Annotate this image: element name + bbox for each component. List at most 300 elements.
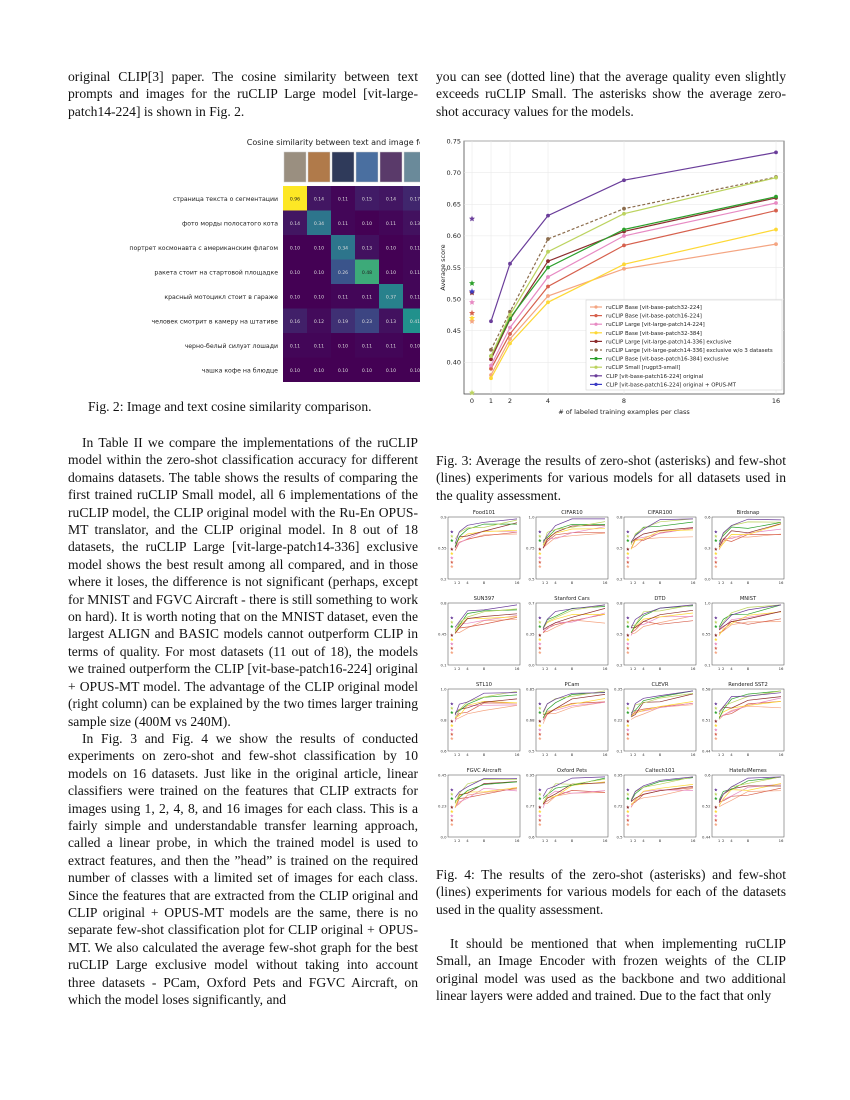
heatmap-cell-value: 0.14 [289, 221, 301, 227]
series-point [622, 243, 626, 247]
left-column-body [68, 434, 418, 1008]
panel-zero-shot-star [538, 797, 541, 800]
panel-title: FGVC Aircraft [466, 768, 502, 774]
panel-title: CIFAR10 [561, 510, 583, 516]
heatmap-cell-value: 0.10 [289, 295, 301, 301]
panel-zero-shot-star [538, 737, 541, 740]
panel-zero-shot-star [538, 702, 541, 705]
series-point [546, 259, 550, 263]
panel-zero-shot-star [626, 792, 629, 795]
panel-zero-shot-star [538, 539, 541, 542]
panel-zero-shot-star [450, 805, 453, 808]
panel-zero-shot-star [626, 638, 629, 641]
panel-x-tick: 16 [778, 838, 784, 843]
panel-x-tick: 2 [458, 838, 461, 843]
panel-x-tick: 1 [717, 580, 721, 585]
heatmap-cell-value: 0.16 [289, 319, 301, 325]
panel-x-tick: 8 [658, 752, 662, 757]
panel-y-tick: 0.44 [702, 834, 711, 840]
panel-zero-shot-star [626, 702, 629, 705]
panel-zero-shot-star [538, 719, 541, 722]
heatmap-cell-value: 0.10 [409, 368, 420, 374]
panel-x-tick: 2 [458, 580, 461, 585]
legend-marker [594, 374, 597, 377]
series-point [489, 354, 493, 358]
panel-zero-shot-star [538, 814, 541, 817]
panel-y-tick: 0.8 [440, 717, 447, 723]
panel-x-tick: 4 [642, 752, 645, 757]
heatmap-cell-value: 0.11 [361, 344, 373, 350]
panel-zero-shot-star [626, 733, 629, 736]
panel-x-tick: 4 [730, 580, 733, 585]
panel-zero-shot-star [714, 706, 717, 709]
panel-x-tick: 8 [570, 838, 574, 843]
table-comparison-paragraph: In Table II we compare the implementations of the ruCLIP model within the zero-shot classification accuracy for different domains datasets. The table shows the results of comparing the first trained ruCLIP Small model, all 6 implementations of the ruCLIP model, the CLIP original model with the Ru-En OPUS-MT translator, and the CLIP original model. In 8 out of 18 datasets, the ruCLIP Large [vit-large-patch14-336] exclusive model shows the best result among all compared, and in those where it loses, the difference is not significant (perhaps, except for MNIST and FGVC Aircraft - there is still something to work on hard). It is worth noting that on the MNIST dataset, even the largest ALIGN and BASIC models cannot outperform CLIP in terms of quality. For most datasets (11 out of 18), the models we trained outperform the CLIP [vit-base-patch16-224] original + OPUS-MT model. The advantage of the CLIP original model (right column) can be explained by the two times larger training sample size (400M vs 240M). [68, 435, 418, 729]
heatmap-row-label: страница текста о сегментации [172, 195, 278, 203]
panel-zero-shot-star [714, 552, 717, 555]
panel-zero-shot-star [450, 706, 453, 709]
heatmap-cell-value: 0.15 [361, 197, 373, 203]
heatmap-cell-value: 0.13 [409, 221, 420, 227]
panel-zero-shot-star [626, 728, 629, 731]
panel-y-tick: 0.5 [616, 545, 623, 551]
heatmap-cell-value: 0.14 [385, 197, 397, 203]
panel-zero-shot-star [450, 616, 453, 619]
y-axis-label: Average score [439, 244, 447, 291]
panel-x-tick: 4 [642, 666, 645, 671]
panel-x-tick: 16 [778, 580, 784, 585]
series-point [774, 201, 778, 205]
panel-y-tick: 0.6 [528, 834, 535, 840]
figure-3-line-chart [436, 135, 786, 425]
panel-title: CLEVR [651, 682, 669, 688]
panel-x-tick: 16 [690, 752, 696, 757]
panel-title: Oxford Pets [556, 768, 588, 774]
heatmap-row-label: черно-белый силуэт лошади [184, 342, 278, 350]
panel-zero-shot-star [450, 530, 453, 533]
heatmap-cell-value: 0.10 [409, 344, 420, 350]
panel-y-tick: 0.7 [528, 600, 535, 606]
panel-zero-shot-star [714, 561, 717, 564]
panel-zero-shot-star [450, 547, 453, 550]
series-point [622, 234, 626, 238]
panel-zero-shot-star [714, 642, 717, 645]
panel-zero-shot-star [450, 565, 453, 568]
heatmap-cell-value: 0.10 [289, 270, 301, 276]
legend-entry: ruCLIP Large [vit-large-patch14-336] exclusive [606, 339, 732, 346]
panel-x-tick: 2 [634, 666, 637, 671]
panel-x-tick: 2 [722, 752, 725, 757]
series-point [508, 262, 512, 266]
panel-x-tick: 8 [746, 666, 750, 671]
series-point [489, 348, 493, 352]
panel-x-tick: 2 [722, 838, 725, 843]
series-point [622, 262, 626, 266]
panel-zero-shot-star [714, 620, 717, 623]
panel-y-tick: 0.1 [704, 662, 711, 668]
panel-x-tick: 2 [634, 838, 637, 843]
panel-x-tick: 4 [730, 838, 733, 843]
panel-zero-shot-star [538, 620, 541, 623]
panel-y-tick: 0.0 [440, 834, 447, 840]
series-point [489, 364, 493, 368]
figure-4-caption: Fig. 4: The results of the zero-shot (asterisks) and few-shot (lines) experiments for various models for each of the datasets used in the quality assessment. [436, 867, 786, 917]
panel-series-line [631, 691, 693, 713]
panel-x-tick: 2 [546, 752, 549, 757]
panel-y-tick: 0.8 [616, 514, 623, 520]
panel-zero-shot-star [626, 642, 629, 645]
y-tick-label: 0.65 [446, 200, 461, 209]
panel-x-tick: 16 [690, 666, 696, 671]
heatmap-cell-value: 0.13 [385, 319, 397, 325]
panel-x-tick: 4 [466, 666, 469, 671]
heatmap-cell-value: 0.19 [337, 319, 349, 325]
panel-zero-shot-star [714, 638, 717, 641]
panel-zero-shot-star [626, 547, 629, 550]
y-tick-label: 0.75 [446, 137, 461, 146]
panel-zero-shot-star [538, 552, 541, 555]
panel-zero-shot-star [626, 737, 629, 740]
panel-x-tick: 8 [658, 580, 662, 585]
heatmap-cell-value: 0.10 [313, 295, 325, 301]
series-point [546, 275, 550, 279]
figure-3-caption: Fig. 3: Average the results of zero-shot (asterisks) and few-shot (lines) experiments for various models for all datasets used in the quality assessment. [436, 453, 786, 503]
legend-entry: CLIP [vit-base-patch16-224] original [606, 373, 704, 380]
panel-series-line [719, 777, 781, 800]
panel-x-tick: 2 [546, 838, 549, 843]
heatmap-cell-value: 0.23 [361, 319, 373, 325]
panel-title: MNIST [739, 596, 757, 602]
panel-y-tick: 1.0 [440, 686, 447, 692]
panel-series-line [719, 534, 781, 550]
panel-zero-shot-star [538, 733, 541, 736]
x-tick-label: 2 [507, 397, 513, 405]
panel-zero-shot-star [626, 530, 629, 533]
panel-y-tick: 0.45 [438, 772, 447, 778]
image-thumbnail-3 [332, 152, 354, 182]
panel-x-tick: 2 [458, 666, 461, 671]
panel-y-tick: 0.51 [702, 717, 711, 723]
panel-x-tick: 8 [482, 580, 486, 585]
panel-series-line [455, 788, 517, 808]
series-point [546, 266, 550, 270]
panel-zero-shot-star [538, 561, 541, 564]
panel-zero-shot-star [450, 823, 453, 826]
panel-title: PCam [564, 682, 580, 688]
y-tick-label: 0.60 [446, 232, 461, 241]
series-point [508, 337, 512, 341]
heatmap-cell-value: 0.10 [337, 344, 349, 350]
panel-zero-shot-star [714, 711, 717, 714]
panel-frame [624, 603, 696, 665]
panel-zero-shot-star [714, 647, 717, 650]
panel-x-tick: 16 [778, 666, 784, 671]
panel-y-tick: 0.2 [440, 576, 447, 582]
panel-series-line [631, 537, 693, 549]
heatmap-row-label: чашка кофе на блюдце [201, 367, 278, 375]
heatmap-cell-value: 0.11 [289, 344, 301, 350]
panel-x-tick: 1 [453, 752, 457, 757]
panel-x-tick: 8 [658, 838, 662, 843]
panel-y-tick: 0.9 [440, 514, 447, 520]
heatmap-cell-value: 0.10 [337, 368, 349, 374]
panel-x-tick: 2 [546, 666, 549, 671]
panel-zero-shot-star [626, 719, 629, 722]
panel-frame [712, 603, 784, 665]
panel-title: Food101 [472, 510, 496, 516]
x-tick-label: 0 [469, 397, 475, 405]
heatmap-cell-value: 0.10 [385, 368, 397, 374]
legend-entry: ruCLIP Base [vit-base-patch32-224] [606, 305, 702, 311]
panel-zero-shot-star [450, 792, 453, 795]
panel-y-tick: 0.2 [616, 662, 623, 668]
panel-zero-shot-star [714, 719, 717, 722]
x-tick-label: 8 [621, 397, 627, 405]
panel-zero-shot-star [538, 711, 541, 714]
panel-zero-shot-star [626, 552, 629, 555]
panel-y-tick: 0.6 [704, 514, 711, 520]
panel-zero-shot-star [538, 625, 541, 628]
series-point [489, 376, 493, 380]
panel-zero-shot-star [714, 565, 717, 568]
heatmap-cell-value: 0.14 [313, 197, 325, 203]
panel-zero-shot-star [626, 616, 629, 619]
legend-entry: ruCLIP Large [vit-large-patch14-336] exclusive w/o 3 datasets [606, 348, 773, 354]
panel-frame [448, 603, 520, 665]
x-tick-label: 4 [545, 397, 551, 405]
panel-zero-shot-star [538, 823, 541, 826]
panel-zero-shot-star [714, 805, 717, 808]
panel-zero-shot-star [714, 616, 717, 619]
heatmap-cell-value: 0.48 [361, 270, 373, 276]
panel-zero-shot-star [626, 788, 629, 791]
panel-series-line [543, 694, 605, 714]
panel-x-tick: 1 [541, 580, 545, 585]
panel-zero-shot-star [538, 565, 541, 568]
panel-x-tick: 4 [466, 838, 469, 843]
series-point [774, 150, 778, 154]
panel-x-tick: 2 [722, 666, 725, 671]
panel-zero-shot-star [714, 792, 717, 795]
panel-y-tick: 0.55 [438, 545, 447, 551]
panel-title: HatefulMemes [729, 768, 767, 774]
closing-paragraph: It should be mentioned that when implementing ruCLIP Small, an Image Encoder with frozen weights of the CLIP original model was used as the backbone and two additional linear layers were added and trained. Due to the fact that only [436, 936, 786, 1004]
panel-zero-shot-star [626, 810, 629, 813]
panel-zero-shot-star [538, 530, 541, 533]
panel-zero-shot-star [626, 797, 629, 800]
heatmap-cell-value: 0.10 [313, 246, 325, 252]
panel-zero-shot-star [714, 547, 717, 550]
series-point [546, 214, 550, 218]
panel-y-tick: 0.95 [526, 772, 535, 778]
panel-zero-shot-star [450, 552, 453, 555]
panel-y-tick: 0.85 [526, 686, 535, 692]
panel-zero-shot-star [714, 788, 717, 791]
panel-x-tick: 1 [541, 752, 545, 757]
panel-x-tick: 16 [690, 838, 696, 843]
figure-2-caption: Fig. 2: Image and text cosine similarity comparison. [88, 399, 372, 414]
legend-marker [594, 305, 597, 308]
panel-y-tick: 0.8 [616, 600, 623, 606]
panel-x-tick: 1 [453, 666, 457, 671]
legend-marker [594, 331, 597, 334]
panel-x-tick: 16 [514, 838, 520, 843]
panel-series-line [455, 693, 517, 716]
heatmap-cell-value: 0.10 [361, 221, 373, 227]
image-thumbnail-2 [308, 152, 330, 182]
panel-y-tick: 0.0 [528, 662, 535, 668]
panel-y-tick: 0.72 [614, 803, 623, 809]
panel-zero-shot-star [538, 728, 541, 731]
panel-series-line [543, 702, 605, 720]
panel-zero-shot-star [538, 651, 541, 654]
panel-x-tick: 4 [642, 838, 645, 843]
panel-zero-shot-star [626, 819, 629, 822]
panel-y-tick: 0.0 [704, 576, 711, 582]
legend-entry: ruCLIP Large [vit-large-patch14-224] [606, 322, 705, 329]
x-tick-label: 1 [488, 397, 494, 405]
heatmap-cell-value: 0.96 [289, 197, 301, 203]
heatmap-cell-value: 0.10 [361, 368, 373, 374]
series-point [622, 228, 626, 232]
panel-y-tick: 0.44 [702, 748, 711, 754]
heatmap-title: Cosine similarity between text and image f [246, 138, 419, 147]
heatmap-cell-value: 0.11 [409, 270, 420, 276]
panel-x-tick: 16 [602, 580, 608, 585]
panel-frame [712, 775, 784, 837]
panel-y-tick: 0.1 [616, 748, 623, 754]
panel-zero-shot-star [450, 651, 453, 654]
panel-y-tick: 0.5 [528, 748, 535, 754]
panel-zero-shot-star [626, 823, 629, 826]
x-axis-label: # of labeled training examples per class [558, 408, 690, 416]
panel-zero-shot-star [714, 823, 717, 826]
panel-zero-shot-star [538, 792, 541, 795]
panel-x-tick: 4 [554, 752, 557, 757]
heatmap-row-label: человек смотрит в камеру на штативе [151, 318, 278, 326]
panel-zero-shot-star [714, 819, 717, 822]
heatmap-cell-value: 0.11 [361, 295, 373, 301]
heatmap-row-label: ракета стоит на стартовой площадке [154, 269, 278, 277]
panel-zero-shot-star [714, 728, 717, 731]
panel-y-tick: 1.0 [528, 514, 535, 520]
panel-zero-shot-star [450, 788, 453, 791]
panel-x-tick: 8 [482, 838, 486, 843]
panel-zero-shot-star [714, 530, 717, 533]
image-thumbnail-1 [284, 152, 306, 182]
panel-zero-shot-star [626, 651, 629, 654]
heatmap-cell-value: 0.11 [385, 221, 397, 227]
panel-series-line [455, 523, 517, 548]
panel-x-tick: 1 [453, 838, 457, 843]
series-point [546, 250, 550, 254]
panel-zero-shot-star [538, 642, 541, 645]
panel-y-tick: 0.68 [526, 717, 535, 723]
panel-zero-shot-star [538, 534, 541, 537]
panel-zero-shot-star [626, 534, 629, 537]
panel-zero-shot-star [626, 565, 629, 568]
panel-zero-shot-star [538, 724, 541, 727]
panel-x-tick: 4 [730, 752, 733, 757]
legend-marker [594, 357, 597, 360]
panel-zero-shot-star [450, 733, 453, 736]
series-point [546, 285, 550, 289]
panel-x-tick: 8 [746, 580, 750, 585]
panel-x-tick: 1 [629, 838, 633, 843]
legend-entry: CLIP [vit-base-patch16-224] original + OPUS-MT [606, 382, 736, 389]
heatmap-cell-value: 0.34 [313, 221, 325, 227]
panel-x-tick: 1 [453, 580, 457, 585]
panel-zero-shot-star [626, 711, 629, 714]
series-point [774, 195, 778, 199]
panel-zero-shot-star [714, 814, 717, 817]
panel-zero-shot-star [538, 805, 541, 808]
figure-2-heatmap [70, 130, 420, 390]
panel-y-tick: 0.35 [526, 631, 535, 637]
panel-zero-shot-star [538, 788, 541, 791]
heatmap-cell-value: 0.11 [385, 344, 397, 350]
panel-title: SUN397 [473, 596, 495, 602]
panel-zero-shot-star [450, 711, 453, 714]
panel-title: CIFAR100 [647, 510, 673, 516]
panel-x-tick: 4 [554, 666, 557, 671]
heatmap-cell-value: 0.17 [409, 197, 420, 203]
panel-x-tick: 1 [541, 666, 545, 671]
series-point [622, 212, 626, 216]
panel-frame [448, 689, 520, 751]
panel-x-tick: 8 [658, 666, 662, 671]
panel-y-tick: 0.52 [702, 803, 711, 809]
y-tick-label: 0.50 [446, 295, 461, 304]
heatmap-cell-value: 0.10 [289, 368, 301, 374]
series-point [622, 267, 626, 271]
panel-zero-shot-star [450, 534, 453, 537]
panel-y-tick: 0.77 [526, 803, 535, 809]
panel-zero-shot-star [714, 539, 717, 542]
panel-y-tick: 0.5 [616, 631, 623, 637]
series-point [546, 300, 550, 304]
panel-x-tick: 16 [690, 580, 696, 585]
panel-zero-shot-star [714, 737, 717, 740]
legend-marker [594, 366, 597, 369]
panel-zero-shot-star [626, 556, 629, 559]
panel-zero-shot-star [450, 719, 453, 722]
y-tick-label: 0.70 [446, 168, 461, 177]
panel-zero-shot-star [450, 819, 453, 822]
panel-x-tick: 2 [634, 580, 637, 585]
series-point [774, 242, 778, 246]
panel-title: Rendered SST2 [728, 682, 768, 688]
panel-x-tick: 16 [514, 752, 520, 757]
intro-paragraph: original CLIP[3] paper. The cosine similarity between text prompts and images for the ruCLIP Large model [vit-large-patch14-224] is shown in Fig. 2. [68, 69, 418, 119]
legend-entry: ruCLIP Small [rugpt3-small] [606, 365, 681, 372]
panel-zero-shot-star [450, 702, 453, 705]
few-shot-paragraph: In Fig. 3 and Fig. 4 we show the results of conducted experiments on zero-shot and few-shot classification by 10 models on 16 datasets. Just like in the original article, linear classifiers were trained on the features that CLIP extracts for images using 1, 2, 4, 8, and 16 images for each class. This is a fairly simple and understandable transfer learning approach, called a linear probe, in which the trained model is used to extract features, and then the ”head” is trained on the required number of classes with a limited set of images for each class. Since the features that are extracted from the CLIP original and CLIP original + OPUS-MT models are the same, there is no separate few-shot classification plot for CLIP original + OPUS-MT. We also calculated the average few-shot graph for the best ruCLIP Large exclusive model without taking into account three datasets - PCam, Oxford Pets and FGVC Aircraft, on which the model loses significantly, and [68, 730, 418, 1007]
panel-y-tick: 0.6 [704, 772, 711, 778]
zero-shot-star [469, 390, 475, 396]
legend-marker [594, 340, 597, 343]
heatmap-cell-value: 0.11 [337, 295, 349, 301]
legend-marker [594, 323, 597, 326]
panel-series-line [719, 786, 781, 803]
panel-x-tick: 8 [570, 752, 574, 757]
panel-title: Caltech101 [645, 768, 675, 774]
panel-y-tick: 0.23 [438, 803, 447, 809]
panel-series-line [719, 534, 781, 544]
series-point [508, 332, 512, 336]
heatmap-cell-value: 0.10 [385, 270, 397, 276]
series-point [508, 342, 512, 346]
